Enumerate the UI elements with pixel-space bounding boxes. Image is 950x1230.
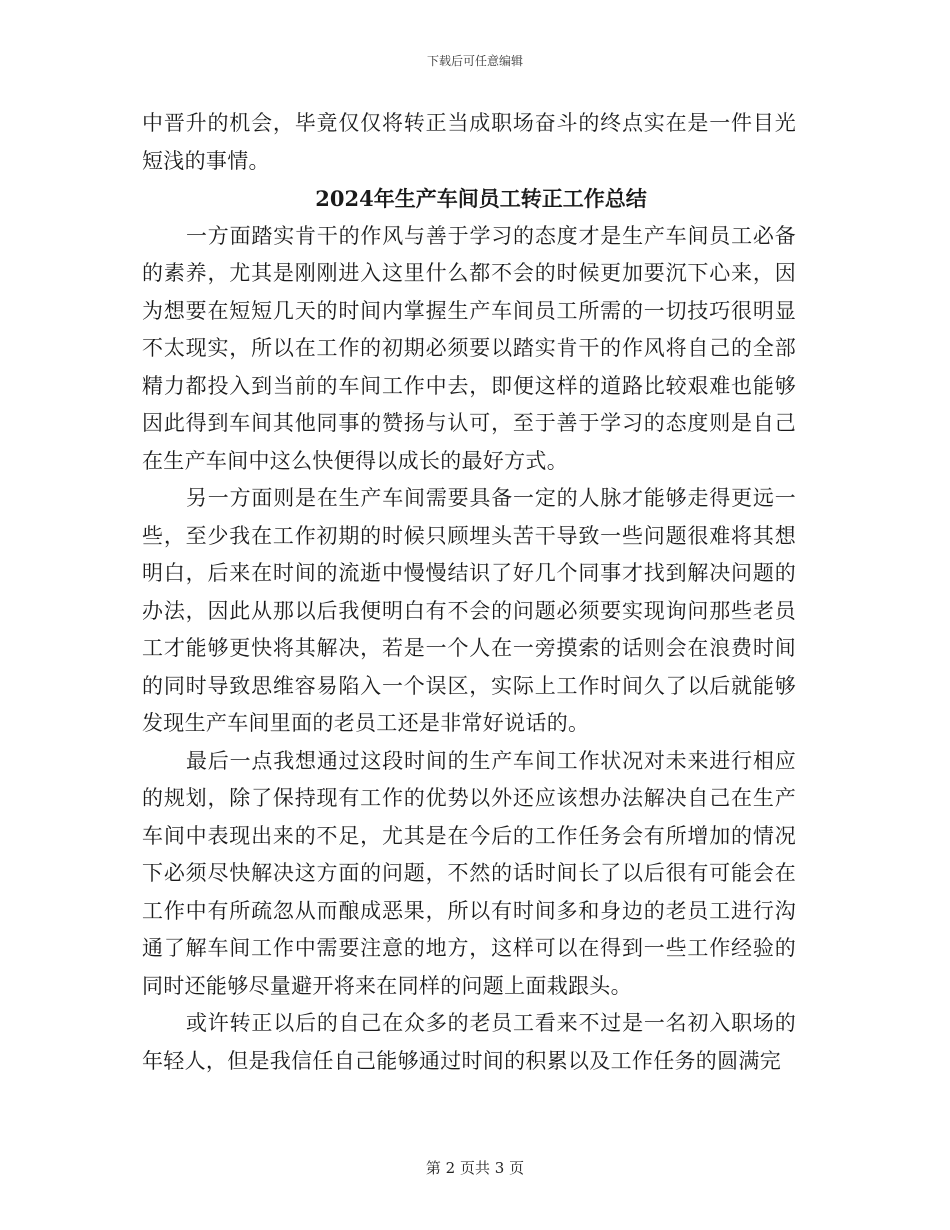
continuation-paragraph: 中晋升的机会，毕竟仅仅将转正当成职场奋斗的终点实在是一件目光短浅的事情。 [142,111,796,173]
body-paragraph-3: 最后一点我想通过这段时间的生产车间工作状况对未来进行相应的规划，除了保持现有工作的优势以外还应该想办法解决自己在生产车间中表现出来的不足，尤其是在今后的工作任务会有所增加的情况下必须尽快解决这方面的问题，不然的话时间长了以后很有可能会在工作中有所疏忽从而酿成恶果，所以有时间多和身边的老员工进行沟通了解车间工作中需要注意的地方，这样可以在得到一些工作经验的同时还能够尽量避开将来在同样的问题上面栽跟头。 [142,748,796,998]
section-title: 2024年生产车间员工转正工作总结 [315,186,647,211]
body-paragraph-4: 或许转正以后的自己在众多的老员工看来不过是一名初入职场的年轻人，但是我信任自己能够通过时间的积累以及工作任务的圆满完 [142,1011,796,1073]
body-paragraph-2: 另一方面则是在生产车间需要具备一定的人脉才能够走得更远一些，至少我在工作初期的时候只顾埋头苦干导致一些问题很难将其想明白，后来在时间的流逝中慢慢结识了好几个同事才找到解决问题的办法，因此从那以后我便明白有不会的问题必须要实现询问那些老员工才能够更快将其解决，若是一个人在一旁摸索的话则会在浪费时间的同时导致思维容易陷入一个误区，实际上工作时间久了以后就能够发现生产车间里面的老员工还是非常好说话的。 [142,486,796,735]
body-paragraph-1: 一方面踏实肯干的作风与善于学习的态度才是生产车间员工必备的素养，尤其是刚刚进入这里什么都不会的时候更加要沉下心来，因为想要在短短几天的时间内掌握生产车间员工所需的一切技巧很明显不太现实，所以在工作的初期必须要以踏实肯干的作风将自己的全部精力都投入到当前的车间工作中去，即便这样的道路比较艰难也能够因此得到车间其他同事的赞扬与认可，至于善于学习的态度则是自己在生产车间中这么快便得以成长的最好方式。 [142,223,796,473]
page-number: 第 2 页共 3 页 [425,1159,525,1177]
document-body [142,105,796,1080]
header-note: 下载后可任意编辑 [426,54,523,68]
